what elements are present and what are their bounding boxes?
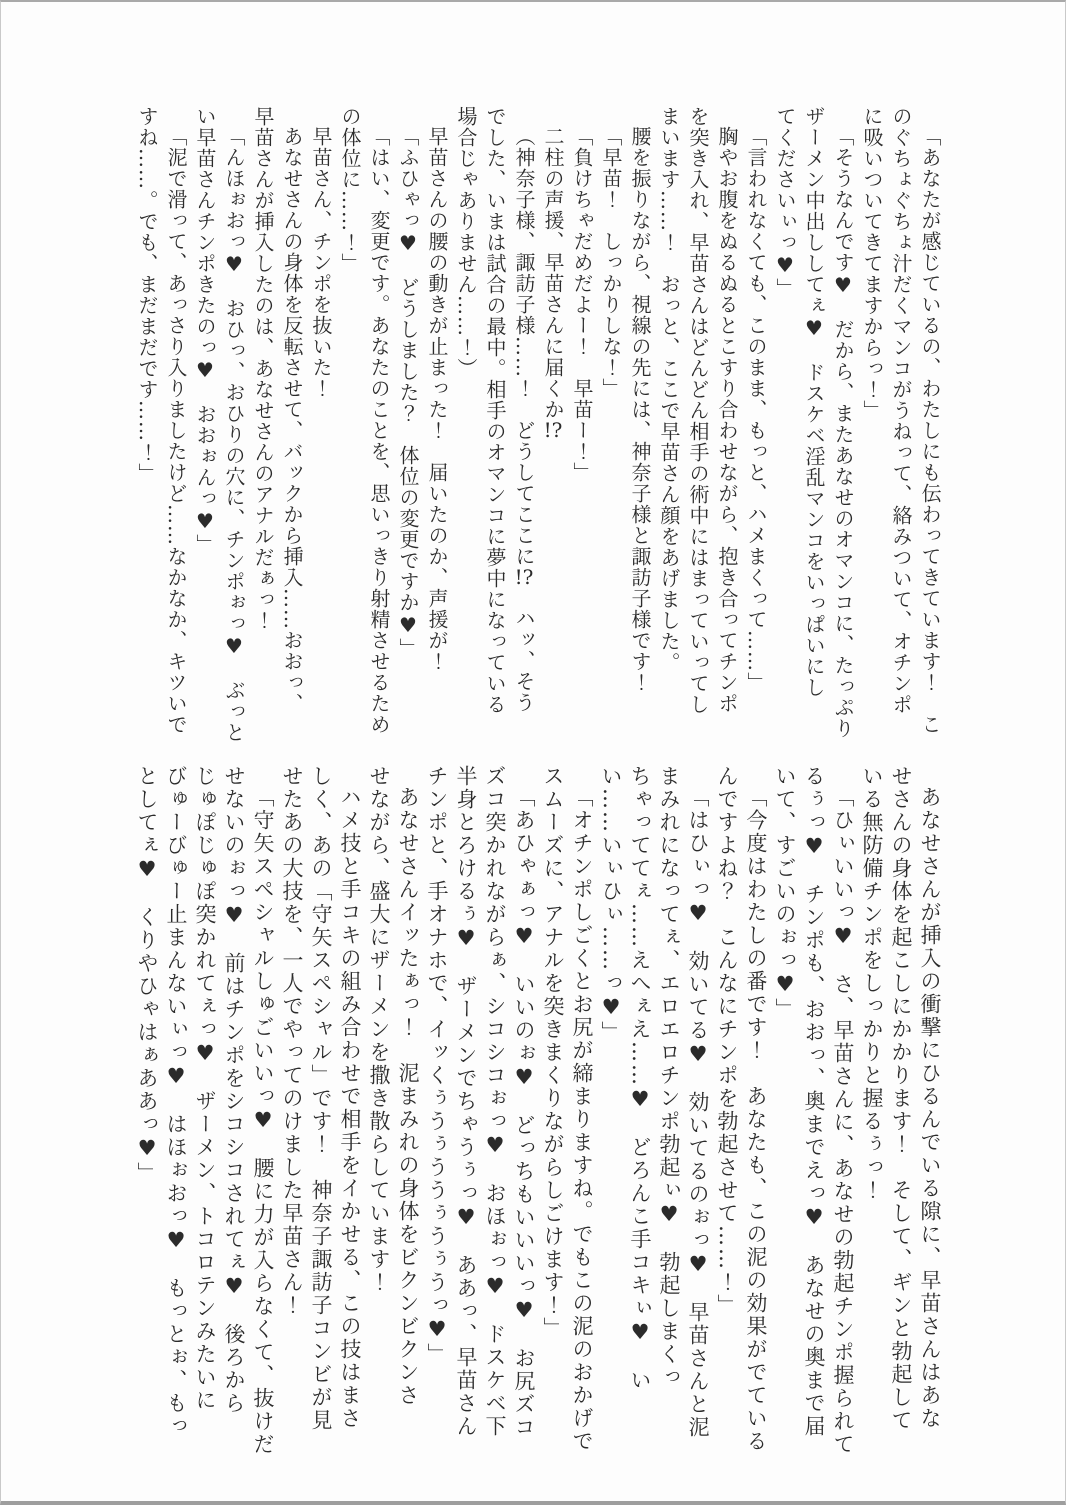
heart-symbol: ♥ (483, 1133, 507, 1159)
text-line-top-14: 二柱の声援、早苗さんに届くか!? (541, 126, 565, 440)
heart-symbol: ♥ (802, 1205, 826, 1231)
text-line-top-4: 「そうなんです♥ だから、またあなせのオマンコに、たっぷり (831, 126, 855, 739)
text-line-top-16: でした、いまは試合の最中。相手のオマンコに夢中になっている (483, 106, 507, 715)
heart-symbol: ♥ (512, 1065, 536, 1091)
heart-symbol: ♥ (425, 1317, 449, 1343)
text-line-top-2: のぐちょぐちょ汁だくマンコがうねって、絡みついて、オチンポ (889, 106, 913, 715)
text-line-bottom-13: 「オチンポしごくとお尻が締まりますね。でもこの泥のおかげで (570, 786, 594, 1453)
text-line-bottom-17: 半身とろけるぅ♥ ザーメンでちゃうぅっ♥ ああっ、早苗さん (454, 765, 478, 1438)
text-line-top-23: あなせさんの身体を反転させて、バックから挿入……おおっ、 (280, 126, 304, 714)
text-line-top-8: 胸やお腹をぬるぬるとこすり合わせながら、抱き合ってチンポ (715, 126, 739, 714)
heart-symbol: ♥ (773, 972, 797, 998)
heart-symbol: ♥ (802, 316, 826, 341)
heart-symbol: ♥ (512, 1298, 536, 1324)
text-line-bottom-18: チンポと、手オナホで、イッくぅうぅううぅうぅうっ♥」 (425, 765, 449, 1366)
heart-symbol: ♥ (396, 613, 420, 638)
text-line-bottom-9: 「はひぃっ♥ 効いてる♥ 効いてるのぉっ♥ 早苗さんと泥 (686, 786, 710, 1439)
heart-symbol: ♥ (222, 252, 246, 277)
heart-symbol: ♥ (135, 857, 159, 883)
heart-symbol: ♥ (686, 1042, 710, 1068)
heart-symbol: ♥ (483, 1274, 507, 1300)
text-line-bottom-11: ちゃっててぇ……えへぇえ……♥ どろんこ手コキぃ♥ い (628, 765, 652, 1392)
text-line-bottom-19: あなせさんイッたぁっ！ 泥まみれの身体をビクンビクンさ (396, 786, 420, 1407)
heart-symbol: ♥ (802, 834, 826, 860)
heart-symbol: ♥ (512, 924, 536, 950)
text-line-bottom-21: ハメ技と手コキの組み合わせで相手をイかせる、この技はまさ (338, 786, 362, 1430)
text-line-top-9: を突き入れ、早苗さんはどんどん相手の術中にはまっていってし (686, 106, 710, 715)
text-line-bottom-2: せさんの身体を起こしにかかります！ そして、ギンと勃起して (889, 765, 913, 1432)
text-line-top-12: 「早苗！ しっかりしな！」 (599, 126, 623, 399)
heart-symbol: ♥ (251, 1108, 275, 1134)
heart-symbol: ♥ (599, 995, 623, 1021)
text-line-bottom-14: スムーズに、アナルを突きまくりながらしごけます！」 (541, 765, 565, 1340)
heart-symbol: ♥ (628, 1320, 652, 1346)
text-line-bottom-20: せながら、盛大にザーメンを撒き散らしています！ (367, 765, 391, 1294)
text-line-bottom-10: まみれになってぇ、エロエロチンポ勃起ぃ♥ 勃起しまくっ (657, 765, 681, 1389)
text-block-top (132, 106, 944, 771)
text-line-bottom-1: あなせさんが挿入の衝撃にひるんでいる隙に、早苗さんはあな (918, 786, 942, 1430)
text-line-top-19: 「ふひゃっ♥ どうしました？ 体位の変更ですか♥」 (396, 126, 420, 659)
text-line-bottom-4: 「ひぃいいっ♥ さ、早苗さんに、あなせの勃起チンポ握られて (831, 786, 855, 1456)
text-line-bottom-24: 「守矢スペシャルしゅごいいっ♥ 腰に力が入らなくて、抜けだ (251, 786, 275, 1456)
heart-symbol: ♥ (628, 1087, 652, 1113)
text-line-bottom-15: 「あひゃぁっ♥ いいのぉ♥ どっちもいいいっ♥ お尻ズコ (512, 786, 536, 1439)
heart-symbol: ♥ (222, 903, 246, 929)
text-line-bottom-22: しく、あの「守矢スペシャル」です！ 神奈子諏訪子コンビが見 (309, 765, 333, 1432)
text-line-top-11: 腰を振りながら、視線の先には、神奈子様と諏訪子様です！ (628, 126, 652, 693)
heart-symbol: ♥ (831, 273, 855, 298)
text-line-top-26: い早苗さんチンポきたのっ♥ おおぉんっ♥」 (193, 106, 217, 555)
text-line-bottom-16: ズコ突かれながらぁ、シコシコぉっ♥ おほぉっ♥ ドスケベ下 (483, 765, 507, 1438)
text-line-top-13: 「負けちゃだめだよー！ 早苗ー！」 (570, 126, 594, 483)
text-line-top-6: てくださいぃっ♥」 (773, 106, 797, 299)
text-line-top-15: （神奈子様、諏訪子様……！ どうしてここに!? ハッ、そう (512, 126, 536, 713)
text-line-top-27: 「泥で滑って、あっさり入りましたけど……なかなか、キツいで (164, 126, 188, 735)
text-line-top-28: すね……。でも、まだまだです……！」 (135, 106, 159, 484)
text-line-top-7: 「言われなくても、このまま、もっと、ハメまくって……」 (744, 126, 768, 693)
text-line-bottom-23: せたあの大技を、一人でやってのけました早苗さん！ (280, 765, 304, 1317)
text-line-top-24: 早苗さんが挿入したのは、あなせさんのアナルだぁっ！ (251, 106, 275, 631)
text-line-top-20: 「はい、変更です。あなたのことを、思いっきり射精させるため (367, 126, 391, 735)
heart-symbol: ♥ (686, 901, 710, 927)
text-line-bottom-8: んですよね？ こんなにチンポを勃起させて……！」 (715, 765, 739, 1317)
heart-symbol: ♥ (164, 1228, 188, 1254)
text-line-bottom-12: い……いぃひぃ……っ♥」 (599, 765, 623, 1044)
heart-symbol: ♥ (454, 926, 478, 952)
text-line-top-10: まいます……！ おっと、ここで早苗さん顔をあげました。 (657, 106, 681, 673)
text-line-top-3: に吸いついてきてますからっ！」 (860, 106, 884, 421)
heart-symbol: ♥ (135, 1136, 159, 1162)
text-line-top-1: 「あなたが感じているの、わたしにも伝わってきています！ こ (918, 126, 942, 735)
heart-symbol: ♥ (831, 924, 855, 950)
text-line-top-18: 早苗さんの腰の動きが止まった！ 届いたのか、声援が！ (425, 126, 449, 672)
text-line-bottom-7: 「今度はわたしの番です！ あなたも、この泥の効果がでている (744, 786, 768, 1453)
text-line-top-25: 「んほぉおっ♥ おひっ、おひりの穴に、チンポぉっ♥ ぶっと (222, 126, 246, 743)
text-line-bottom-3: いる無防備チンポをしっかりと握るぅっ！ (860, 765, 884, 1202)
text-block-bottom (132, 765, 944, 1480)
tatechuyoko-exclamation-question: !? (514, 567, 534, 587)
heart-symbol: ♥ (686, 1252, 710, 1278)
heart-symbol: ♥ (164, 1064, 188, 1090)
heart-symbol: ♥ (222, 634, 246, 659)
heart-symbol: ♥ (396, 231, 420, 256)
heart-symbol: ♥ (193, 509, 217, 534)
text-line-top-21: の体位に……！」 (338, 106, 362, 274)
heart-symbol: ♥ (193, 358, 217, 383)
text-line-bottom-25: せないのぉっ♥ 前はチンポをシコシコされてぇ♥ 後ろから (222, 765, 246, 1415)
heart-symbol: ♥ (454, 1205, 478, 1231)
tatechuyoko-exclamation-question: !? (543, 420, 563, 440)
text-line-bottom-5: るぅっ♥ チンポも、おおっ、奥までえっ♥ あなせの奥まで届 (802, 765, 826, 1438)
heart-symbol: ♥ (773, 253, 797, 278)
text-line-bottom-28: としてぇ♥ くりやひゃはぁああっ♥」 (135, 765, 159, 1185)
heart-symbol: ♥ (193, 1041, 217, 1067)
text-line-bottom-26: じゅぽじゅぽ突かれてぇっ♥ ザーメン、トコロテンみたいに (193, 765, 217, 1412)
text-line-top-22: 早苗さん、チンポを抜いた！ (309, 126, 333, 399)
text-line-bottom-6: いて、すごいのぉっ♥」 (773, 765, 797, 1021)
text-line-top-17: 場合じゃありません……！） (454, 106, 478, 379)
heart-symbol: ♥ (222, 1274, 246, 1300)
text-line-bottom-27: びゅーびゅー止まんないぃっ♥ はほぉおっ♥ もっとぉ、もっ (164, 765, 188, 1438)
text-line-top-5: ザーメン中出ししてぇ♥ ドスケベ淫乱マンコをいっぱいにし (802, 106, 826, 698)
heart-symbol: ♥ (657, 1202, 681, 1228)
